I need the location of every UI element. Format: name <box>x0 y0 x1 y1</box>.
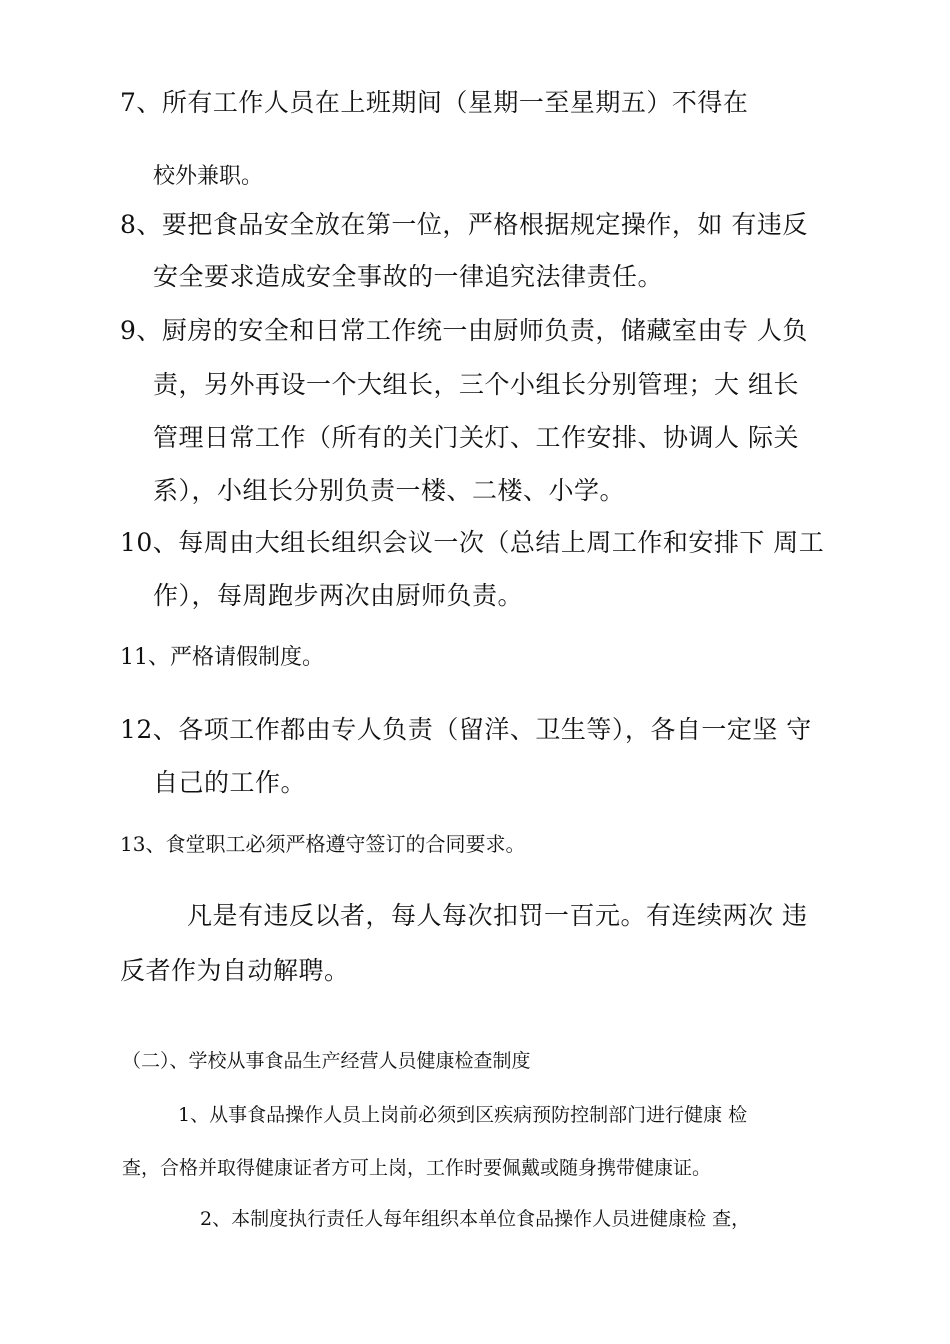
section-2-para-1-line-1: 1、从事食品操作人员上岗前必须到区疾病预防控制部门进行健康 检 <box>178 1104 748 1126</box>
item-11-line-1: 11、严格请假制度。 <box>120 645 324 670</box>
penalty-line-1: 凡是有违反以者，每人每次扣罚一百元。有连续两次 违 <box>187 901 808 930</box>
item-10-line-2: 作），每周跑步两次由厨师负责。 <box>153 581 524 610</box>
item-12-line-1: 12、各项工作都由专人负责（留洋、卫生等），各自一定坚 守 <box>120 715 812 744</box>
item-8-line-2: 安全要求造成安全事故的一律追究法律责任。 <box>153 262 664 291</box>
penalty-line-2: 反者作为自动解聘。 <box>120 956 350 985</box>
section-2-para-2-line-1: 2、本制度执行责任人每年组织本单位食品操作人员进健康检 查， <box>200 1208 751 1230</box>
item-9-line-3: 管理日常工作（所有的关门关灯、工作安排、协调人 际关 <box>153 423 799 452</box>
item-13-line-1: 13、食堂职工必须严格遵守签订的合同要求。 <box>120 832 526 856</box>
section-2-heading: （二）、学校从事食品生产经营人员健康检查制度 <box>122 1050 531 1072</box>
item-7-line-1: 7、所有工作人员在上班期间（星期一至星期五）不得在 <box>120 88 749 117</box>
item-9-line-1: 9、厨房的安全和日常工作统一由厨师负责，储藏室由专 人负 <box>120 316 808 345</box>
item-10-line-1: 10、每周由大组长组织会议一次（总结上周工作和安排下 周工 <box>120 528 825 557</box>
item-12-line-2: 自己的工作。 <box>153 768 307 797</box>
item-8-line-1: 8、要把食品安全放在第一位，严格根据规定操作，如 有违反 <box>120 210 808 239</box>
section-2-para-1-line-2: 查，合格并取得健康证者方可上岗，工作时要佩戴或随身携带健康证。 <box>122 1157 712 1179</box>
item-9-line-4: 系），小组长分别负责一楼、二楼、小学。 <box>153 476 626 505</box>
item-9-line-2: 责，另外再设一个大组长，三个小组长分别管理；大 组长 <box>153 370 799 399</box>
item-7-line-2: 校外兼职。 <box>153 164 264 189</box>
